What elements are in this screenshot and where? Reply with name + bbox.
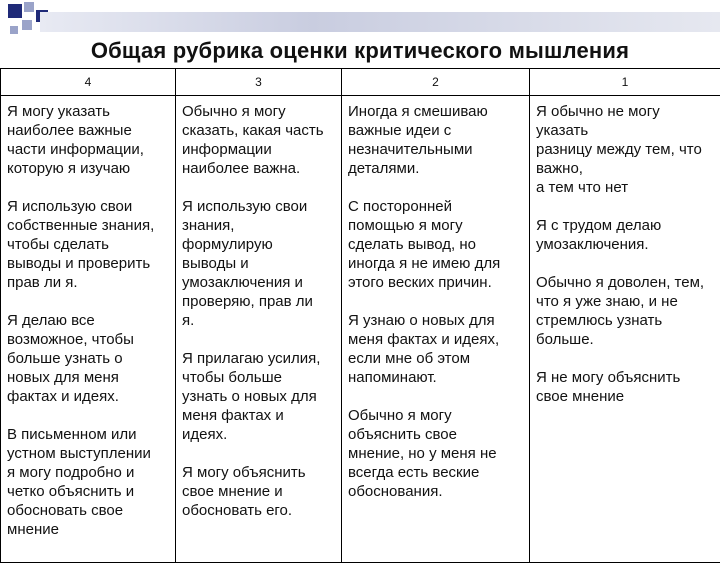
header-band [40,12,720,32]
criterion-text: Я использую свои собственные знания, чтобы сделать выводы и проверить прав ли я. [7,197,171,292]
criterion-text: Я прилагаю усилия, чтобы больше узнать о новых для меня фактах и идеях. [182,349,337,444]
table-row [1,96,720,563]
criterion-text: Обычно я могу сказать, какая часть информации наиболее важна. [182,102,337,178]
column-header: 1 [530,69,720,96]
table-cell [176,96,342,563]
criterion-text: Я делаю все возможное, чтобы больше узнать о новых для меня фактах и идеях. [7,311,171,406]
criterion-text: Обычно я могу объяснить свое мнение, но у меня не всегда есть веские обоснования. [348,406,525,501]
decor-square [10,26,18,34]
criterion-text: Я могу объяснить свое мнение и обосновать его. [182,463,337,520]
criterion-text: Обычно я доволен, тем, что я уже знаю, и не стремлюсь узнать больше. [536,273,716,349]
column-header: 2 [342,69,530,96]
criterion-text: Я обычно не могу указать разницу между тем, что важно, а тем что нет [536,102,716,197]
criterion-text: Я не могу объяснить свое мнение [536,368,716,406]
criterion-text: Иногда я смешиваю важные идеи с незначительными деталями. [348,102,525,178]
column-header: 4 [1,69,176,96]
page-title: Общая рубрика оценки критического мышления [0,38,720,64]
criterion-text: С посторонней помощью я могу сделать вывод, но иногда я не имею для этого веских причин. [348,197,525,292]
column-header: 3 [176,69,342,96]
decor-square [22,20,32,30]
criterion-text: Я использую свои знания, формулирую выводы и умозаключения и проверяю, прав ли я. [182,197,337,330]
criterion-text: Я с трудом делаю умозаключения. [536,216,716,254]
decor-square [24,2,34,12]
table-header-row [1,69,720,96]
rubric-table [0,68,720,563]
table-cell [1,96,176,563]
decor-square [8,4,22,18]
table-cell [530,96,720,563]
criterion-text: В письменном или устном выступлении я могу подробно и четко объяснить и обосновать свое мнение [7,425,171,539]
criterion-text: Я узнаю о новых для меня фактах и идеях, если мне об этом напоминают. [348,311,525,387]
table-cell [342,96,530,563]
criterion-text: Я могу указать наиболее важные части информации, которую я изучаю [7,102,171,178]
